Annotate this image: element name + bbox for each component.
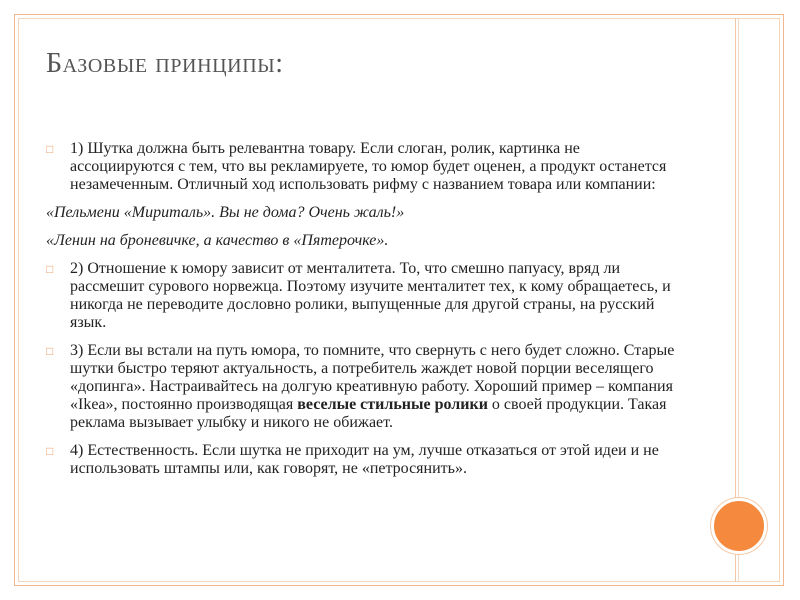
orange-circle-decoration: [711, 498, 767, 554]
paragraph-3: [46, 342, 686, 432]
square-bullet-icon: □: [46, 444, 54, 458]
square-bullet-icon: □: [46, 142, 54, 156]
quote-2: [46, 232, 686, 250]
quote-2-text: «Ленин на броневичке, а качество в «Пятерочке».: [46, 232, 389, 249]
paragraph-3-text-bold: веселые стильные ролики: [297, 396, 488, 413]
slide-title: Базовые принципы:: [46, 48, 284, 79]
square-bullet-icon: □: [46, 262, 54, 276]
paragraph-1: [46, 140, 686, 194]
paragraph-1-text: 1) Шутка должна быть релевантна товару. Если слоган, ролик, картинка не ассоциируются с тем, что вы рекламируете, то юмор будет оценен, а продукт останется незамеченным. Отличный ход использовать рифму с названием товара или компании:: [70, 140, 667, 193]
paragraph-2: [46, 260, 686, 332]
quote-1: [46, 204, 686, 222]
paragraph-4-text: 4) Естественность. Если шутка не приходит на ум, лучше отказаться от этой идеи и не использовать штампы или, как говорят, не «петросянить».: [70, 442, 659, 477]
square-bullet-icon: □: [46, 344, 54, 358]
slide-body: [46, 140, 686, 488]
quote-1-text: «Пельмени «Мириталь». Вы не дома? Очень жаль!»: [46, 204, 405, 221]
paragraph-4: [46, 442, 686, 478]
paragraph-3-text-after: о своей продукции. Такая реклама вызывает улыбку и никого не обижает.: [70, 396, 667, 431]
paragraph-3-text-before: 3) Если вы встали на путь юмора, то помните, что свернуть с него будет сложно. Старые шутки быстро теряют актуальность, а потребитель жаждет новой порции веселящего «допинга». Настраивайтесь на долгую креативную работу. Хороший пример – компания «Ikea», постоянно производящая: [70, 342, 675, 413]
paragraph-2-text: 2) Отношение к юмору зависит от менталитета. То, что смешно папуасу, вряд ли рассмешит сурового норвежца. Поэтому изучите менталитет тех, к кому обращаетесь, и никогда не переводите дословно ролики, выпущенные для другой страны, на русский язык.: [70, 260, 671, 331]
